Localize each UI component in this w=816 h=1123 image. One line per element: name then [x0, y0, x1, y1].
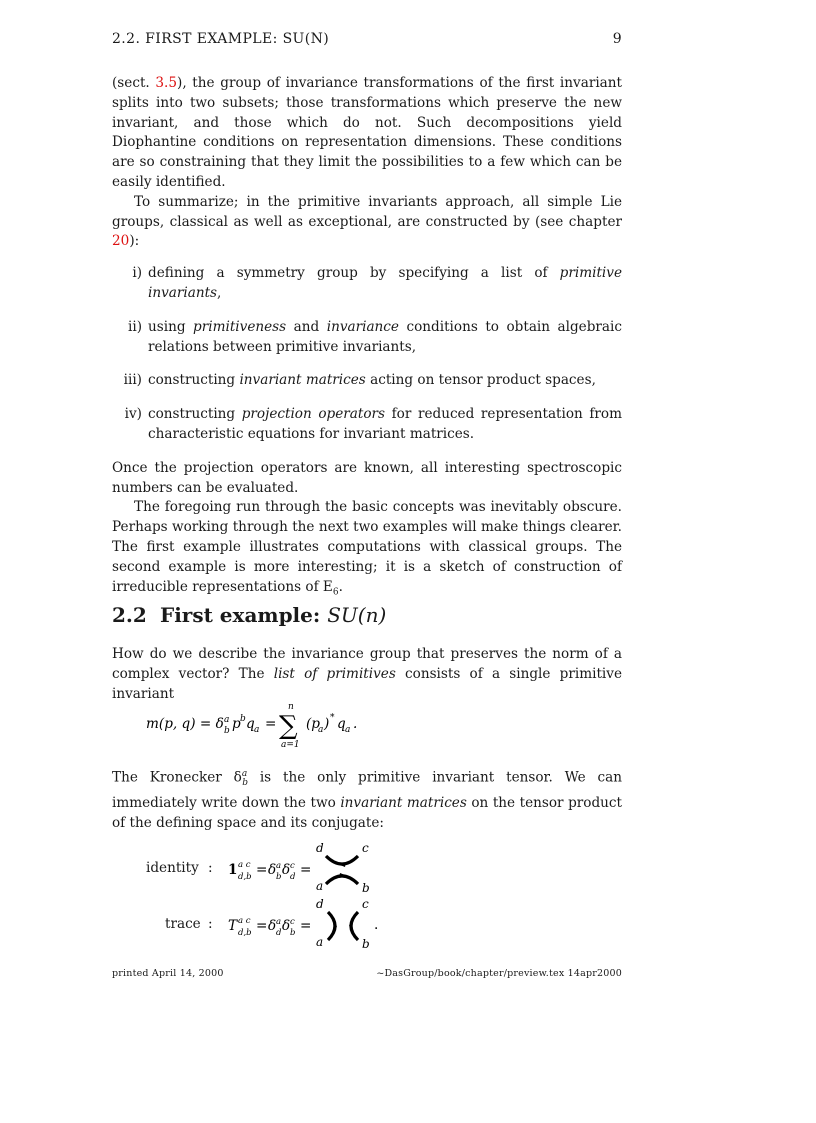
svg-text:δ: δ [268, 918, 277, 934]
svg-text:a c: a c [238, 916, 251, 926]
list-item: ii) using primitiveness and invariance conditions to obtain algebraic relations between primitive invariants, [128, 318, 622, 355]
svg-text:a: a [224, 715, 230, 725]
svg-text:c: c [290, 861, 295, 871]
eq-lhs: m(p, q) = δ [146, 716, 224, 732]
identity-colon: : [208, 860, 213, 876]
page-number: 9 [612, 31, 622, 47]
sum-upper: n [288, 702, 294, 712]
svg-text:a: a [276, 917, 282, 927]
section-heading [112, 603, 386, 627]
footer-right: ~DasGroup/book/chapter/preview.tex 14apr2000 [376, 968, 622, 979]
identity-birdtrack-diagram [312, 840, 374, 894]
identity-label: identity [146, 860, 199, 876]
construction-steps-list [112, 264, 622, 445]
section-body-2 [112, 765, 622, 834]
svg-text:): ) [324, 716, 330, 732]
svg-text:p: p [232, 716, 241, 732]
svg-text:=: = [256, 918, 268, 934]
chapter-ref-link[interactable]: 20 [112, 233, 130, 250]
svg-text:a c: a c [238, 860, 251, 870]
svg-text:δ: δ [268, 862, 277, 878]
section-title: First example: [160, 603, 328, 627]
svg-text:=: = [300, 918, 312, 934]
trace-formula [228, 913, 318, 943]
svg-text:b: b [276, 872, 282, 882]
svg-text:a: a [316, 935, 324, 949]
identity-formula [228, 857, 318, 887]
summation-symbol: ∑ [279, 711, 298, 741]
section-body [112, 645, 622, 704]
svg-text:=: = [256, 862, 268, 878]
svg-text:a: a [316, 879, 324, 893]
svg-text:=: = [265, 716, 277, 732]
svg-text:b: b [240, 714, 246, 724]
running-header [112, 31, 622, 51]
paragraph: Once the projection operators are known, all interesting spectroscopic numbers can be evaluated. [112, 459, 622, 496]
svg-text:d: d [316, 897, 324, 911]
svg-text:a: a [318, 725, 324, 735]
svg-text:c: c [362, 841, 369, 855]
footer-left: printed April 14, 2000 [112, 968, 224, 979]
svg-text:c: c [290, 917, 295, 927]
svg-text:a: a [254, 725, 260, 735]
svg-text:b: b [362, 937, 370, 950]
section-title-math: SU(n) [327, 603, 387, 627]
running-title: 2.2. FIRST EXAMPLE: SU(N) [112, 31, 330, 47]
body-text [112, 74, 622, 603]
equation-graphic [146, 700, 406, 750]
svg-text:d,b: d,b [238, 928, 252, 938]
svg-text:d: d [290, 872, 296, 882]
sum-lower: a=1 [281, 740, 300, 750]
paragraph: To summarize; in the primitive invariants approach, all simple Lie groups, classical as well as exceptional, are constructed by (see chapter 20): [112, 193, 622, 250]
svg-text:q: q [337, 716, 346, 732]
trace-label: trace [165, 916, 201, 932]
svg-text:c: c [362, 897, 369, 911]
svg-text:b: b [290, 928, 296, 938]
paragraph: The Kronecker $\delta^a_b$ is the only primitive invariant tensor. We can immediately write down the two invariant matrices on the tensor product of the defining space and its conjugate: [112, 769, 622, 831]
paragraph: The foregoing run through the basic concepts was inevitably obscure. Perhaps working through the next two examples will make things clearer. The first example illustrates computations with classical groups. The second example is more interesting; it is a sketch of construction of irreducible representations of $E_6$. [112, 499, 622, 598]
svg-text:b: b [224, 726, 230, 736]
svg-text:.: . [374, 917, 379, 933]
paragraph: (sect. 3.5), the group of invariance transformations of the first invariant splits into two subsets; those transformations which preserve the new invariant, and those which do not. Such decompositions yield Diophantine conditions on representation dimensions. These conditions are so constraining that they limit the possibilities to a few which can be easily identified. [112, 75, 622, 190]
svg-text:T: T [228, 918, 238, 934]
trace-colon: : [208, 916, 213, 932]
svg-text:a: a [345, 725, 351, 735]
list-item: i) defining a symmetry group by specifying a list of primitive invariants, [132, 265, 622, 301]
svg-text:1: 1 [228, 862, 238, 878]
svg-text:b: b [362, 881, 370, 894]
svg-text:(p: (p [306, 716, 321, 732]
svg-text:d: d [316, 841, 324, 855]
svg-text:*: * [330, 713, 335, 723]
svg-text:d: d [276, 928, 282, 938]
svg-text:.: . [353, 716, 358, 732]
svg-text:q: q [246, 716, 255, 732]
trace-birdtrack-diagram [312, 896, 382, 950]
paragraph: How do we describe the invariance group that preserves the norm of a complex vector? The list of primitives consists of a single primitive invariant [112, 646, 622, 702]
svg-text:δ: δ [282, 918, 291, 934]
norm-equation [146, 700, 406, 754]
section-ref-link[interactable]: 3.5 [155, 75, 178, 91]
svg-text:δ: δ [282, 862, 291, 878]
section-number: 2.2 [112, 603, 147, 627]
svg-text:=: = [300, 862, 312, 878]
list-item: iii) constructing invariant matrices acting on tensor product spaces, [123, 372, 596, 389]
svg-text:a: a [276, 861, 282, 871]
list-item: iv) constructing projection operators for reduced representation from characteristic equations for invariant matrices. [124, 406, 623, 442]
svg-text:d,b: d,b [238, 872, 252, 882]
